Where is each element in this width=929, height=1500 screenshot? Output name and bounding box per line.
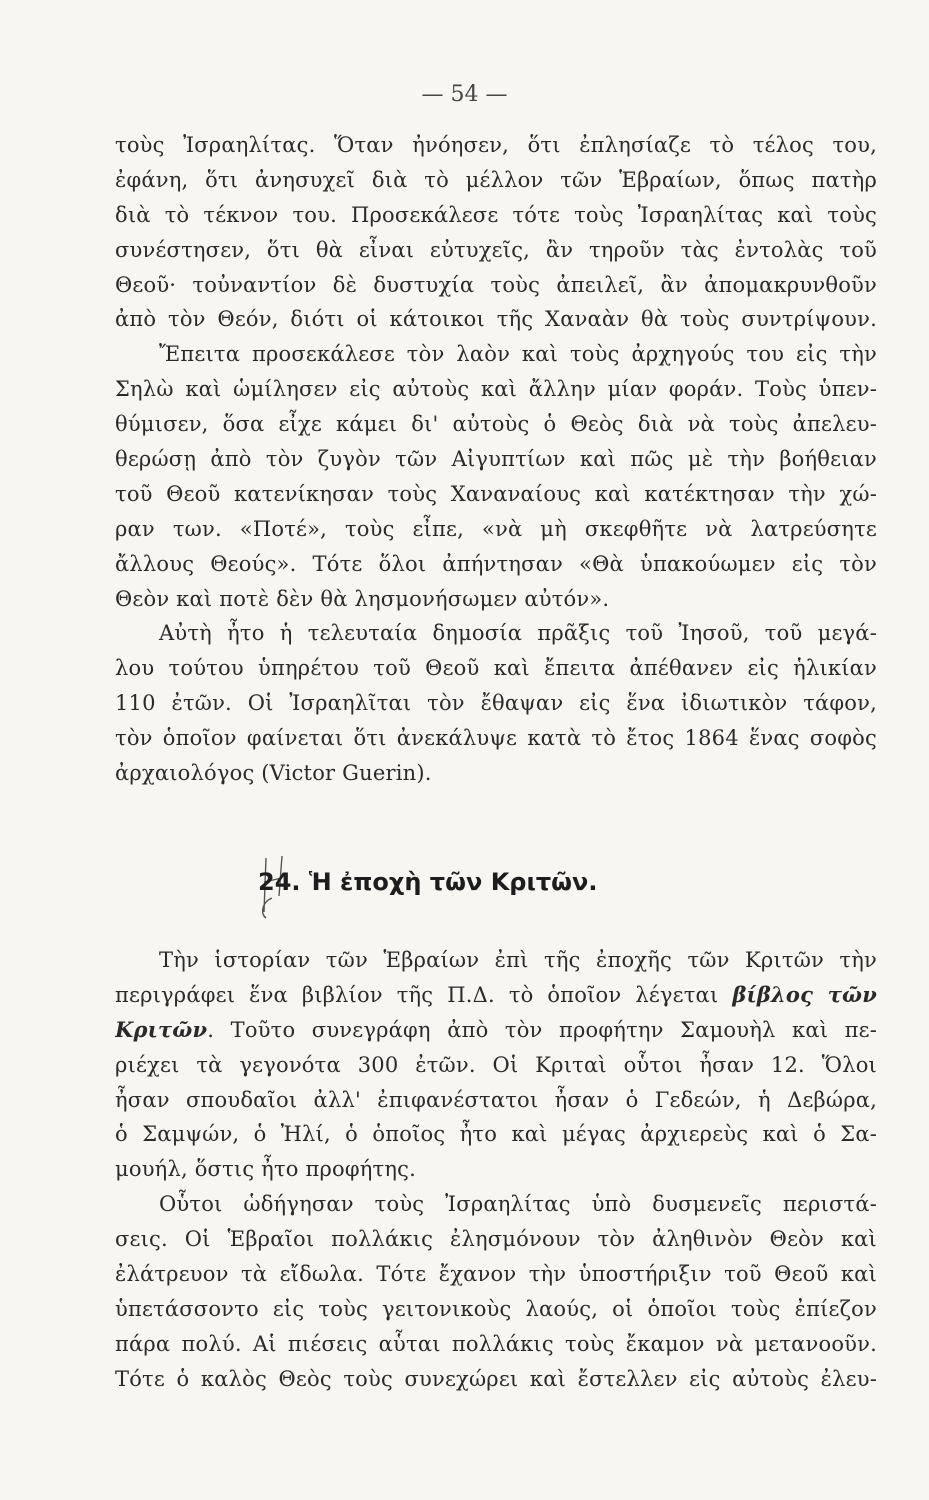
text-line: σεις. Οἱ Ἑβραῖοι πολλάκις ἐλησμόνουν τὸν ἀληθινὸν Θεὸν καὶ [115, 1227, 877, 1252]
upper-text-block [115, 128, 877, 791]
text-line: Ἔπειτα προσεκάλεσε τὸν λαὸν καὶ τοὺς ἀρχηγούς του εἰς τὴν [159, 342, 877, 367]
book-title: Κριτῶν [115, 1016, 208, 1042]
text-line: ἐφάνη, ὅτι ἀνησυχεῖ διὰ τὸ μέλλον τῶν Ἑβραίων, ὅπως πατὴρ [115, 167, 877, 192]
text-line: μουήλ, ὅστις ἦτο προφήτης. [115, 1157, 416, 1182]
text-line: Σηλὼ καὶ ὡμίλησεν εἰς αὐτοὺς καὶ ἄλλην μίαν φοράν. Τοὺς ὑπεν- [115, 377, 877, 402]
text-line: θύμισεν, ὅσα εἶχε κάμει δι' αὐτοὺς ὁ Θεὸς διὰ νὰ τοὺς ἀπελευ- [115, 412, 877, 437]
text-line: 110 ἐτῶν. Οἱ Ἰσραηλῖται τὸν ἔθαψαν εἰς ἕνα ἰδιωτικὸν τάφον, [115, 691, 877, 716]
text-line: Τότε ὁ καλὸς Θεὸς τοὺς συνεχώρει καὶ ἔστελλεν εἰς αὐτοὺς ἐλευ- [115, 1366, 877, 1391]
book-title: βίβλος τῶν [732, 981, 877, 1007]
text-line: συνέστησεν, ὅτι θὰ εἶναι εὐτυχεῖς, ἂν τηροῦν τὰς ἐντολὰς τοῦ [115, 237, 877, 262]
text-line: ἦσαν σπουδαῖοι ἀλλ' ἐπιφανέστατοι ἦσαν ὁ Γεδεών, ἡ Δεβώρα, [115, 1087, 877, 1112]
section-heading: 24. Ἡ ἐποχὴ τῶν Κριτῶν. [258, 868, 598, 896]
text-line: Θεοῦ· τοὐναντίον δὲ δυστυχία τοὺς ἀπειλεῖ, ἂν ἀπομακρυνθοῦν [115, 272, 877, 297]
text-line: πάρα πολύ. Αἱ πιέσεις αὗται πολλάκις τοὺς ἔκαμον νὰ μετανοοῦν. [115, 1331, 877, 1356]
text-line: ἀρχαιολόγος (Victor Guerin). [115, 761, 432, 786]
text-line: διὰ τὸ τέκνον του. Προσεκάλεσε τότε τοὺς Ἰσραηλίτας καὶ τοὺς [115, 202, 877, 227]
text-line: Αὐτὴ ἦτο ἡ τελευταία δημοσία πρᾶξις τοῦ Ἰησοῦ, τοῦ μεγά- [159, 621, 877, 646]
text-line: λου τούτου ὑπηρέτου τοῦ Θεοῦ καὶ ἔπειτα ἀπέθανεν εἰς ἡλικίαν [115, 656, 877, 681]
text-line: Θεὸν καὶ ποτὲ δὲν θὰ λησμονήσωμεν αὐτόν». [115, 586, 610, 611]
text-line: τὸν ὁποῖον φαίνεται ὅτι ἀνεκάλυψε κατὰ τὸ ἔτος 1864 ἕνας σοφὸς [115, 726, 877, 751]
text-line: θερώσῃ ἀπὸ τὸν ζυγὸν τῶν Αἰγυπτίων καὶ πῶς μὲ τὴν βοήθειαν [115, 447, 877, 472]
text-line: τοὺς Ἰσραηλίτας. Ὅταν ἠνόησεν, ὅτι ἐπλησίαζε τὸ τέλος του, [115, 133, 877, 157]
text-line: ραν των. «Ποτέ», τοὺς εἶπε, «νὰ μὴ σκεφθῆτε νὰ λατρεύσητε [115, 516, 877, 541]
text-line: ὑπετάσσοντο εἰς τοὺς γειτονικοὺς λαούς, οἱ ὁποῖοι τοὺς ἐπίεζον [115, 1296, 877, 1321]
text-line: ὁ Σαμψών, ὁ Ἠλί, ὁ ὁποῖος ἦτο καὶ μέγας ἀρχιερεὺς καὶ ὁ Σα- [115, 1122, 877, 1147]
text-run: περιγράφει ἕνα βιβλίον τῆς Π.Δ. τὸ ὁποῖον λέγεται [115, 982, 733, 1007]
text-line: ριέχει τὰ γεγονότα 300 ἐτῶν. Οἱ Κριταὶ οὗτοι ἦσαν 12. Ὅλοι [115, 1052, 877, 1077]
text-line [115, 1013, 877, 1048]
text-line: Τὴν ἱστορίαν τῶν Ἑβραίων ἐπὶ τῆς ἐποχῆς τῶν Κριτῶν τὴν [159, 948, 877, 972]
text-line: ἄλλους Θεούς». Τότε ὅλοι ἀπήντησαν «Θὰ ὑπακούωμεν εἰς τὸν [115, 551, 877, 576]
text-line: τοῦ Θεοῦ κατενίκησαν τοὺς Χαναναίους καὶ κατέκτησαν τὴν χώ- [115, 481, 877, 506]
lower-text-block [115, 943, 877, 1397]
text-line: ἐλάτρευον τὰ εἴδωλα. Τότε ἔχανον τὴν ὑποστήριξιν τοῦ Θεοῦ καὶ [115, 1262, 877, 1287]
text-line [115, 978, 877, 1013]
text-run: . Τοῦτο συνεγράφη ἀπὸ τὸν προφήτην Σαμουὴλ καὶ πε- [207, 1017, 877, 1042]
text-line: Οὗτοι ὡδήγησαν τοὺς Ἰσραηλίτας ὑπὸ δυσμενεῖς περιστά- [159, 1192, 877, 1217]
page-number: — 54 — [421, 82, 508, 107]
text-line: ἀπὸ τὸν Θεόν, διότι οἱ κάτοικοι τῆς Χαναὰν θὰ τοὺς συντρίψουν. [115, 307, 877, 332]
